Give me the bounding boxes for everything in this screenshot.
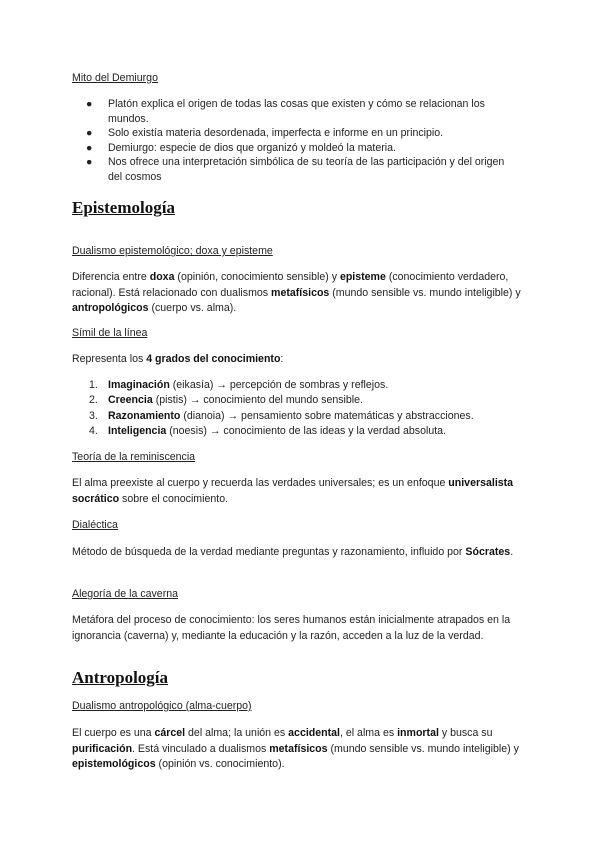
mito-heading: Mito del Demiurgo [72,72,158,84]
list-item: ● Solo existía materia desordenada, imperfecta e informe en un principio. [86,127,444,139]
dialectica-paragraph: Método de búsqueda de la verdad mediante preguntas y razonamiento, influido por Sócrates. [72,546,514,558]
list-item: 4. Inteligencia (noesis) → conocimiento de las ideas y la verdad absoluta. [89,424,446,437]
mito-bullet-list [72,97,512,184]
arrow-right-icon: → [227,409,239,422]
caverna-heading: Alegoría de la caverna [72,588,179,600]
dualismo-antropologico-paragraph: El cuerpo es una cárcel del alma; la unión es accidental, el alma es inmortal y busca su purificación. Está vinculado a dualismos metafísicos (mundo sensible vs. mundo inteligible) y epistemológicos (opinión vs. conocimiento). [72,727,519,770]
dialectica-heading: Dialéctica [72,519,118,531]
section-title-antropologia: Antropología [72,668,169,687]
list-item: 2. Creencia (pistis) → conocimiento del mundo sensible. [89,394,363,407]
list-item: 1. Imaginación (eikasía) → percepción de sombras y reflejos. [89,379,389,391]
bullet-icon: ● [86,141,93,154]
arrow-right-icon: → [216,379,227,391]
bullet-icon: ● [86,98,93,110]
arrow-right-icon: → [209,424,221,437]
bullet-icon: ● [86,156,93,168]
dualismo-epistemologico-heading: Dualismo epistemológico; doxa y episteme [72,245,273,257]
section-title-epistemologia: Epistemología [72,198,175,217]
list-item: ● Platón explica el origen de todas las cosas que existen y cómo se relacionan los mundos. [86,98,485,125]
dualismo-epistemologico-paragraph: Diferencia entre doxa (opinión, conocimiento sensible) y episteme (conocimiento verdadero, racional). Está relacionado con dualismos metafísicos (mundo sensible vs. mundo inteligible) y antropológicos (cuerpo vs. alma). [72,271,521,314]
list-item: 3. Razonamiento (dianoia) → pensamiento sobre matemáticas y abstracciones. [89,409,474,422]
dualismo-antropologico-heading: Dualismo antropológico (alma-cuerpo) [72,700,252,712]
caverna-paragraph: Metáfora del proceso de conocimiento: los seres humanos están inicialmente atrapados en la ignorancia (caverna) y, mediante la educación y la razón, acceden a la luz de la verdad. [72,614,511,642]
simil-linea-heading: Símil de la línea [72,327,148,339]
grados-conocimiento-list [72,378,512,439]
bullet-icon: ● [86,127,93,139]
reminiscencia-paragraph: El alma preexiste al cuerpo y recuerda las verdades universales; es un enfoque universalista socrático sobre el conocimiento. [72,477,514,505]
arrow-right-icon: → [189,394,201,407]
list-item: ● Nos ofrece una interpretación simbólica de su teoría de las participación y del origen del cosmos [86,156,505,183]
reminiscencia-heading: Teoría de la reminiscencia [72,451,196,463]
list-item: ● Demiurgo: especie de dios que organizó y moldeó la materia. [86,141,396,154]
simil-linea-intro: Representa los 4 grados del conocimiento: [72,353,284,365]
